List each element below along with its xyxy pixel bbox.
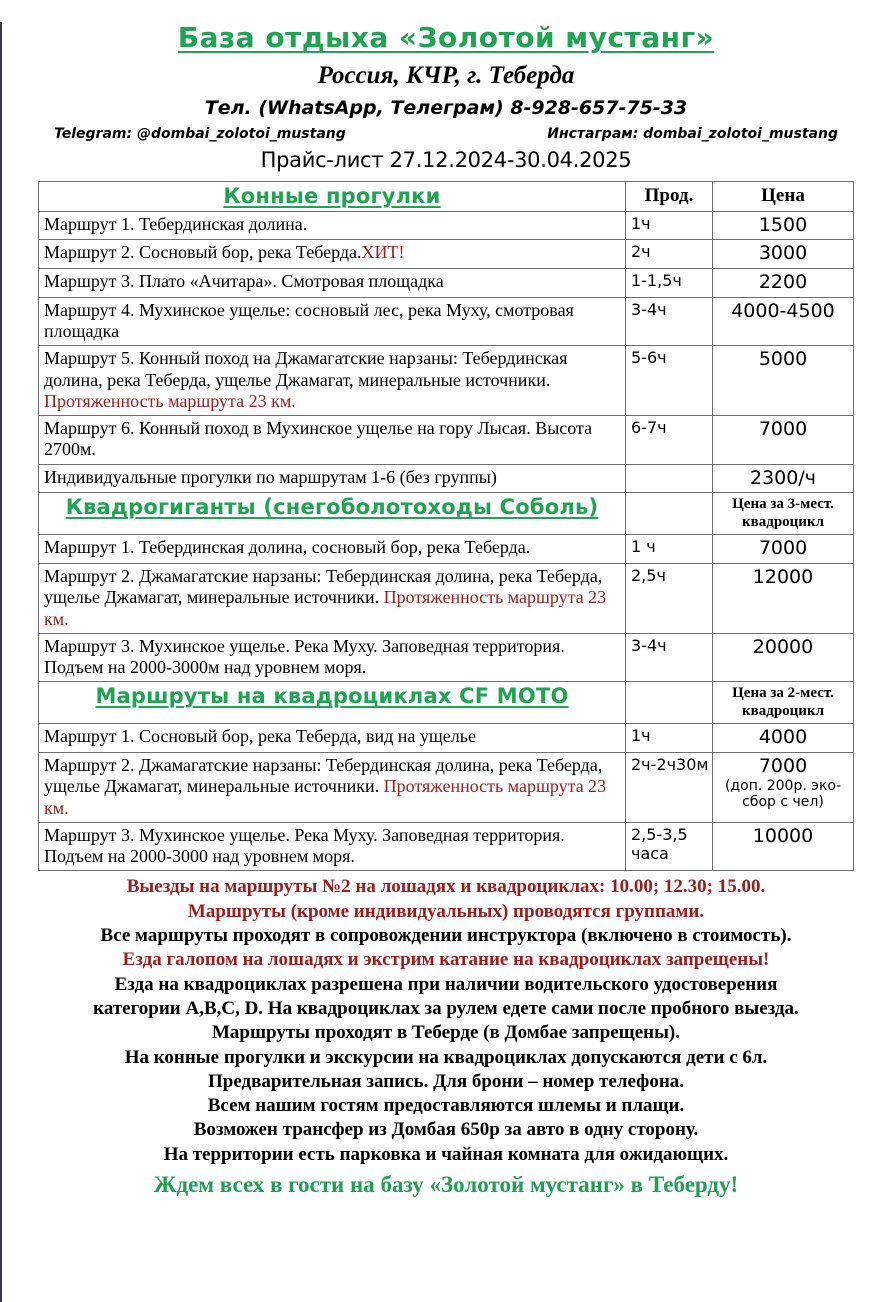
price-list-document [2,22,890,1200]
route-duration: 5-6ч [626,346,713,416]
column-header-price: Цена [713,181,854,211]
region-subtitle: Россия, КЧР, г. Теберда [317,62,575,90]
route-length-note: Протяженность маршрута 23 км. [44,587,607,629]
note-line: Выезды на маршруты №2 на лошадях и квадроциклах: 10.00; 12.30; 15.00. [126,876,766,898]
route-description [39,564,626,634]
route-description-text: Маршрут 2. Джамагатские нарзаны: Тебердинская долина, река Теберда, ущелье Джамагат, минеральные источники. [44,755,603,797]
table-row [39,464,854,493]
table-row [39,753,854,823]
route-price: 1500 [713,211,854,240]
route-price: 4000 [713,724,854,753]
page-title: База отдыха «Золотой мустанг» [177,21,715,54]
note-line: На конные прогулки и экскурсии на квадроциклах допускаются дети с 6л. [124,1046,768,1068]
route-price: 12000 [713,564,854,634]
price-table-body [39,181,854,871]
table-row [39,297,854,345]
table-header-row [39,181,854,211]
instagram-handle: Инстаграм: dombai_zolotoi_mustang [547,125,838,142]
section-title-cfmoto: Маршруты на квадроциклах CF MOTO [39,682,626,724]
note-line: Езда на квадроциклах разрешена при наличии водительского удостоверения [114,973,778,995]
footer-notes [31,875,861,1199]
table-row [39,633,854,681]
note-line: На территории есть парковка и чайная комната для ожидающих. [163,1143,729,1165]
route-description: Индивидуальные прогулки по маршрутам 1-6 (без группы) [39,464,626,493]
note-line: Маршруты проходят в Теберде (в Домбае запрещены). [211,1022,681,1044]
table-row [39,535,854,564]
route-price-note: (доп. 200р. эко-сбор с чел) [724,777,842,811]
phone-line: Тел. (WhatsApp, Телеграм) 8-928-657-75-33 [204,96,688,119]
route-highlight-hit: ХИТ! [361,242,405,263]
route-duration: 2,5-3,5 часа [626,822,713,870]
table-row [39,240,854,269]
route-description-text: Маршрут 5. Конный поход на Джамагатские нарзаны: Тебердинская долина, река Теберда, ущелье Джамагат, минеральные источники. [44,348,568,390]
route-length-note: Протяженность маршрута 23 км. [44,390,296,411]
note-line: Всем нашим гостям предоставляются шлемы и плащи. [207,1095,685,1117]
route-description: Маршрут 3. Плато «Ачитара». Смотровая площадка [39,269,626,298]
column-header-duration: Прод. [626,181,713,211]
route-description [39,346,626,416]
route-price: 2300/ч [713,464,854,493]
route-duration: 1ч [626,211,713,240]
note-line: Возможен трансфер из Домбая 650р за авто в одну сторону. [193,1119,699,1141]
route-description: Маршрут 3. Мухинское ущелье. Река Муху. Заповедная территория. Подъем на 2000-3000м над уровнем моря. [39,633,626,681]
section-header-row [39,493,854,535]
route-duration: 1-1,5ч [626,269,713,298]
route-price: 7000 [713,535,854,564]
note-line: Маршруты (кроме индивидуальных) проводятся группами. [187,900,705,922]
note-line: категории А,В,С, D. На квадроциклах за рулем едете сами после пробного выезда. [93,997,799,1019]
route-duration: 1ч [626,724,713,753]
route-price: 5000 [713,346,854,416]
route-duration [626,464,713,493]
route-price: 2200 [713,269,854,298]
section-duration-placeholder [626,493,713,535]
note-line: Все маршруты проходят в сопровождении инструктора (включено в стоимость). [100,924,792,946]
table-row [39,416,854,464]
route-price: 20000 [713,633,854,681]
table-row [39,346,854,416]
route-description: Маршрут 1. Тебердинская долина. [39,211,626,240]
route-duration: 3-4ч [626,297,713,345]
route-duration: 2,5ч [626,564,713,634]
route-duration: 6-7ч [626,416,713,464]
route-price: 10000 [713,822,854,870]
price-header-3seat: Цена за 3-мест. квадроцикл [713,493,854,535]
section-header-row [39,682,854,724]
route-duration: 2ч-2ч30м [626,753,713,823]
route-price [713,753,854,823]
route-price: 4000-4500 [713,297,854,345]
table-row [39,564,854,634]
pricelist-period: Прайс-лист 27.12.2024-30.04.2025 [260,147,632,172]
route-duration: 2ч [626,240,713,269]
section-title-horse-rides: Конные прогулки [39,181,626,211]
route-description-text: Маршрут 2. Сосновый бор, река Теберда. [44,242,362,263]
price-header-2seat: Цена за 2-мест. квадроцикл [713,682,854,724]
route-price-value: 7000 [758,755,808,778]
note-line: Предварительная запись. Для брони – номер телефона. [207,1070,685,1092]
route-length-note: Протяженность маршрута 23 км. [44,776,607,818]
route-description: Маршрут 1. Тебердинская долина, сосновый бор, река Теберда. [39,535,626,564]
social-links-row [18,126,874,142]
route-description: Маршрут 3. Мухинское ущелье. Река Муху. Заповедная территория. Подъем на 2000-3000 над уровнем моря. [39,822,626,870]
price-table [38,181,854,872]
section-duration-placeholder [626,682,713,724]
telegram-handle: Telegram: @dombai_zolotoi_mustang [54,125,346,142]
route-description [39,240,626,269]
table-row [39,724,854,753]
route-duration: 1 ч [626,535,713,564]
note-line: Езда галопом на лошадях и экстрим катание на квадроциклах запрещены! [122,949,770,971]
route-description: Маршрут 4. Мухинское ущелье: сосновый лес, река Муху, смотровая площадка [39,297,626,345]
route-price: 3000 [713,240,854,269]
route-description: Маршрут 1. Сосновый бор, река Теберда, вид на ущелье [39,724,626,753]
section-title-quad-giants: Квадрогиганты (снегоболотоходы Соболь) [39,493,626,535]
route-price: 7000 [713,416,854,464]
route-description [39,753,626,823]
table-row [39,211,854,240]
route-description-text: Маршрут 2. Джамагатские нарзаны: Тебердинская долина, река Теберда, ущелье Джамагат, минеральные источники. [44,566,603,608]
table-row [39,269,854,298]
route-description: Маршрут 6. Конный поход в Мухинское ущелье на гору Лысая. Высота 2700м. [39,416,626,464]
note-line-welcome: Ждем всех в гости на базу «Золотой мустанг» в Теберду! [153,1172,739,1198]
table-row [39,822,854,870]
route-duration: 3-4ч [626,633,713,681]
